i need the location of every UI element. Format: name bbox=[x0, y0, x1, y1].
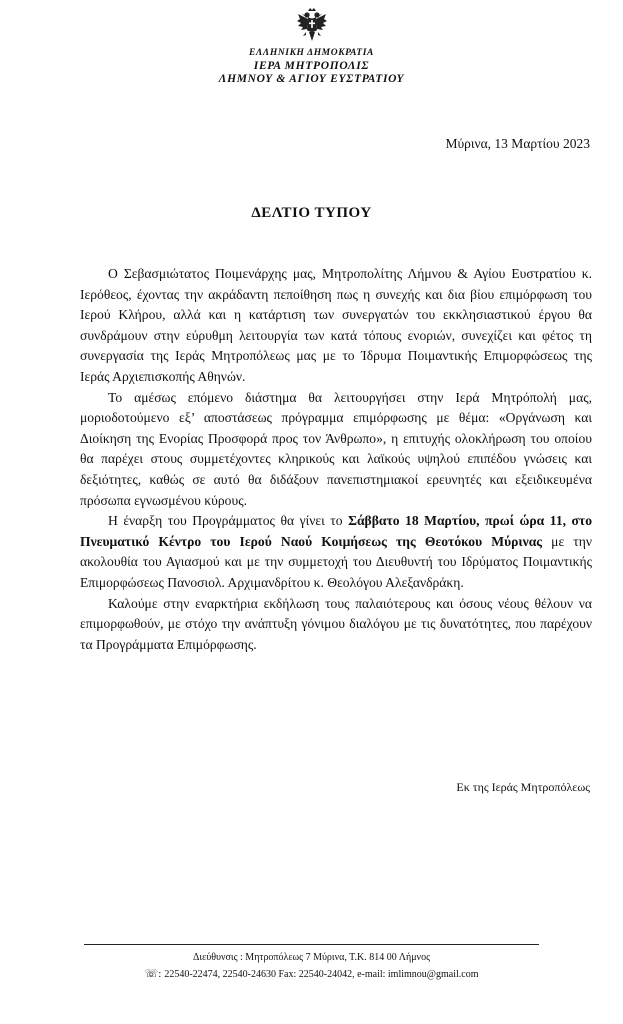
double-headed-eagle-emblem bbox=[297, 8, 327, 44]
footer bbox=[0, 950, 623, 983]
paragraph-3-end: με την ακολουθία του Αγιασμού και με την συμμετοχή του Διευθυντή του Ιδρύματος Ποιμαντικής Επιμορφώσεως Πανοσιολ. Αρχιμανδρίτου κ. Θεολόγου Αλεξανδράκη. bbox=[80, 533, 593, 590]
signature: Εκ της Ιεράς Μητροπόλεως bbox=[456, 780, 590, 794]
paragraph-3-start: Η έναρξη του Προγράμματος θα γίνει το bbox=[108, 513, 349, 529]
press-release-body bbox=[80, 264, 592, 655]
paragraph-4: Καλούμε στην εναρκτήρια εκδήλωση τους παλαιότερους και όσους νέους θέλουν να επιμορφωθούν, με στόχο την ανάπτυξη γόνιμου διαλόγου με τις δυνατότητες, που παρέχουν τα Προγράμματα Επιμόρφωσης. bbox=[80, 595, 592, 652]
footer-divider bbox=[84, 944, 539, 945]
telephone-icon: ☏: bbox=[144, 968, 162, 980]
footer-contacts-line bbox=[0, 966, 623, 983]
document-title: ΔΕΛΤΙΟ ΤΥΠΟΥ bbox=[251, 205, 372, 221]
footer-contacts: 22540-22474, 22540-24630 Fax: 22540-24042, e-mail: imlimnou@gmail.com bbox=[164, 969, 479, 980]
letterhead-region: ΛΗΜΝΟΥ & ΑΓΙΟΥ ΕΥΣΤΡΑΤΙΟΥ bbox=[218, 73, 405, 85]
paragraph-3 bbox=[80, 511, 592, 593]
document-date: Μύρινα, 13 Μαρτίου 2023 bbox=[445, 136, 590, 151]
paragraph-3-event-details: Σάββατο 18 Μαρτίου, πρωί ώρα 11, στο Πνευματικό Κέντρο του Ιερού Ναού Κοιμήσεως της Θεοτόκου Μύρινας bbox=[80, 513, 592, 549]
paragraph-2: Το αμέσως επόμενο διάστημα θα λειτουργήσει στην Ιερά Μητρόπολή μας, μοριοδοτούμενο εξ’ αποστάσεως πρόγραμμα επιμόρφωσης με θέμα: «Οργάνωση και Διοίκηση της Ενορίας Προσφορά προς τον Άνθρωπο», η επιτυχής ολοκλήρωση του οποίου θα παρέχει στους συμμετέχοντες κληρικούς και λαϊκούς υψηλού επιπέδου γνώσεις και δεξιότητες, καθώς σε αυτό θα διδάξουν πανεπιστημιακοί ερευνητές και εξειδικευμένα πρόσωπα εγνωσμένου κύρους. bbox=[80, 389, 592, 508]
letterhead bbox=[0, 8, 623, 85]
letterhead-metropolis: ΙΕΡΑ ΜΗΤΡΟΠΟΛΙΣ bbox=[253, 60, 370, 72]
paragraph-1: Ο Σεβασμιώτατος Ποιμενάρχης μας, Μητροπολίτης Λήμνου & Αγίου Ευστρατίου κ. Ιερόθεος, έχοντας την ακράδαντη πεποίθηση πως η συνεχής και δια βίου επιμόρφωση του Ιερού Κλήρου, αλλά και η κατάρτιση των συνεργατών του εκκλησιαστικού έργου θα συνδράμουν στην εύρυθμη λειτουργία των κατά τόπους ενοριών, συνεχίζει και φέτος τη συνεργασία της Ιεράς Μητροπόλεως μας με το Ίδρυμα Ποιμαντικής Επιμορφώσεως της Ιεράς Αρχιεπισκοπής Αθηνών. bbox=[80, 266, 592, 384]
footer-address: Διεύθυνσις : Μητροπόλεως 7 Μύρινα, Τ.Κ. 814 00 Λήμνος bbox=[192, 952, 431, 963]
letterhead-state: ΕΛΛΗΝΙΚΗ ΔΗΜΟΚΡΑΤΙΑ bbox=[249, 48, 374, 58]
